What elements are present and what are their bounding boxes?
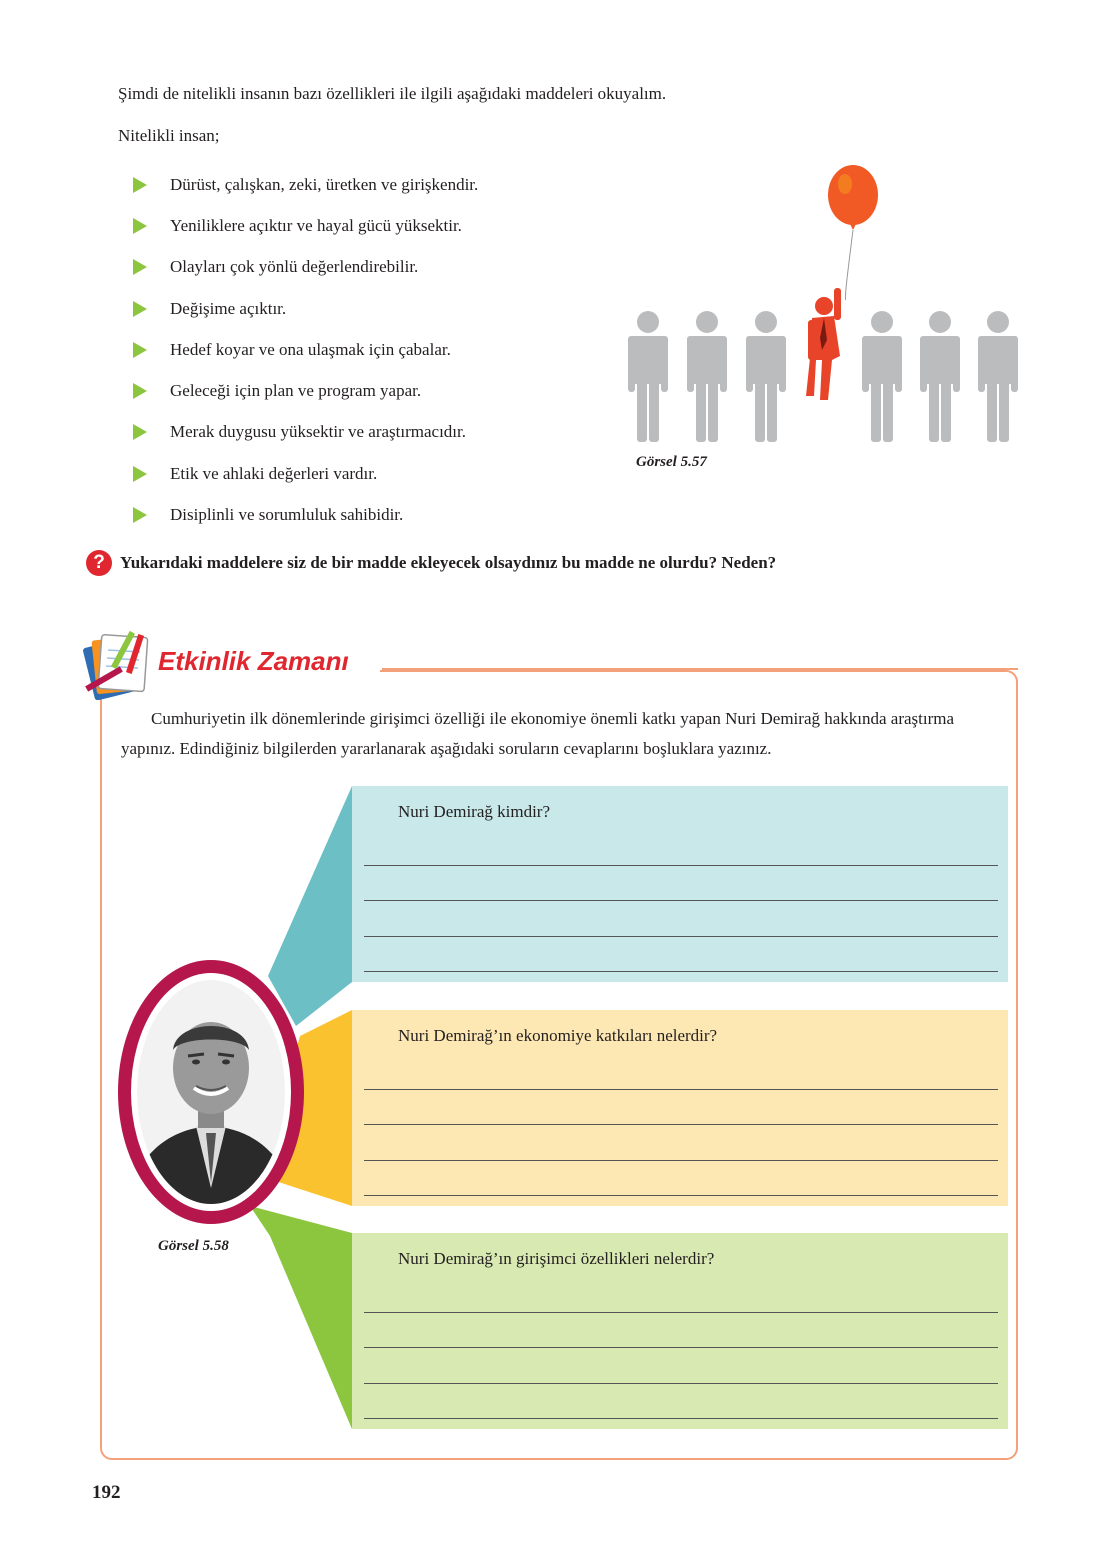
list-item: Olayları çok yönlü değerlendirebilir. bbox=[133, 247, 478, 288]
notebook-pencils-icon bbox=[80, 628, 158, 700]
person-icon bbox=[687, 311, 727, 442]
figure-caption: Görsel 5.58 bbox=[158, 1238, 229, 1254]
traits-list bbox=[133, 164, 478, 536]
answer-line[interactable] bbox=[364, 946, 1008, 982]
triangle-bullet-icon bbox=[133, 424, 147, 440]
answer-lines[interactable] bbox=[364, 1063, 1008, 1205]
intro-subtitle: Nitelikli insan; bbox=[118, 126, 220, 145]
answer-line[interactable] bbox=[364, 1286, 1008, 1322]
answer-line[interactable] bbox=[364, 1099, 1008, 1135]
panel-question: Nuri Demirağ kimdir? bbox=[398, 802, 551, 821]
triangle-bullet-icon bbox=[133, 259, 147, 275]
answer-line[interactable] bbox=[364, 1393, 1008, 1429]
triangle-bullet-icon bbox=[133, 177, 147, 193]
question-text: Yukarıdaki maddelere siz de bir madde ekleyecek olsaydınız bu madde ne olurdu? Neden? bbox=[120, 553, 777, 572]
answer-line[interactable] bbox=[364, 1357, 1008, 1393]
answer-line[interactable] bbox=[364, 839, 1008, 875]
page-number: 192 bbox=[92, 1482, 121, 1503]
answer-line[interactable] bbox=[364, 1170, 1008, 1206]
list-item: Disiplinli ve sorumluluk sahibidir. bbox=[133, 494, 478, 535]
triangle-bullet-icon bbox=[133, 466, 147, 482]
list-item: Dürüst, çalışkan, zeki, üretken ve girişkendir. bbox=[133, 164, 478, 205]
intro-text: Şimdi de nitelikli insanın bazı özellikleri ile ilgili aşağıdaki maddeleri okuyalım. bbox=[118, 84, 667, 103]
discussion-question bbox=[86, 550, 776, 576]
triangle-bullet-icon bbox=[133, 218, 147, 234]
triangle-bullet-icon bbox=[133, 301, 147, 317]
people-balloon-illustration bbox=[620, 160, 1030, 450]
answer-lines[interactable] bbox=[364, 839, 1008, 981]
answer-line[interactable] bbox=[364, 1322, 1008, 1358]
activity-instructions: Cumhuriyetin ilk dönemlerinde girişimci özelliği ile ekonomiye önemli katkı yapan Nuri Demirağ hakkında araştırma yapınız. Edindiğiniz bilgilerden yararlanarak aşağıdaki soruların cevaplarını boşluklara yazınız. bbox=[121, 709, 955, 758]
person-icon bbox=[862, 311, 902, 442]
portrait-photo bbox=[116, 958, 306, 1226]
person-icon bbox=[746, 311, 786, 442]
list-item: Etik ve ahlaki değerleri vardır. bbox=[133, 453, 478, 494]
activity-title: Etkinlik Zamanı bbox=[158, 646, 349, 676]
panel-question: Nuri Demirağ’ın ekonomiye katkıları nelerdir? bbox=[398, 1026, 718, 1045]
person-icon bbox=[920, 311, 960, 442]
rising-person-icon bbox=[806, 288, 841, 400]
triangle-bullet-icon bbox=[133, 342, 147, 358]
portrait-frame bbox=[116, 958, 306, 1226]
list-item: Merak duygusu yüksektir ve araştırmacıdır. bbox=[133, 412, 478, 453]
answer-line[interactable] bbox=[364, 910, 1008, 946]
question-mark-icon: ? bbox=[86, 550, 112, 576]
person-icon bbox=[978, 311, 1018, 442]
answer-line[interactable] bbox=[364, 875, 1008, 911]
question-panel-3 bbox=[352, 1233, 1008, 1429]
list-item: Yeniliklere açıktır ve hayal gücü yüksektir. bbox=[133, 205, 478, 246]
person-icon bbox=[628, 311, 668, 442]
question-panel-1 bbox=[352, 786, 1008, 982]
triangle-bullet-icon bbox=[133, 507, 147, 523]
question-panel-2 bbox=[352, 1010, 1008, 1206]
panel-question: Nuri Demirağ’ın girişimci özellikleri nelerdir? bbox=[398, 1249, 715, 1268]
list-item: Geleceği için plan ve program yapar. bbox=[133, 370, 478, 411]
answer-line[interactable] bbox=[364, 1134, 1008, 1170]
list-item: Değişime açıktır. bbox=[133, 288, 478, 329]
answer-line[interactable] bbox=[364, 1063, 1008, 1099]
balloon-icon bbox=[828, 165, 878, 300]
triangle-bullet-icon bbox=[133, 383, 147, 399]
list-item: Hedef koyar ve ona ulaşmak için çabalar. bbox=[133, 329, 478, 370]
answer-lines[interactable] bbox=[364, 1286, 1008, 1428]
figure-caption: Görsel 5.57 bbox=[636, 454, 707, 470]
